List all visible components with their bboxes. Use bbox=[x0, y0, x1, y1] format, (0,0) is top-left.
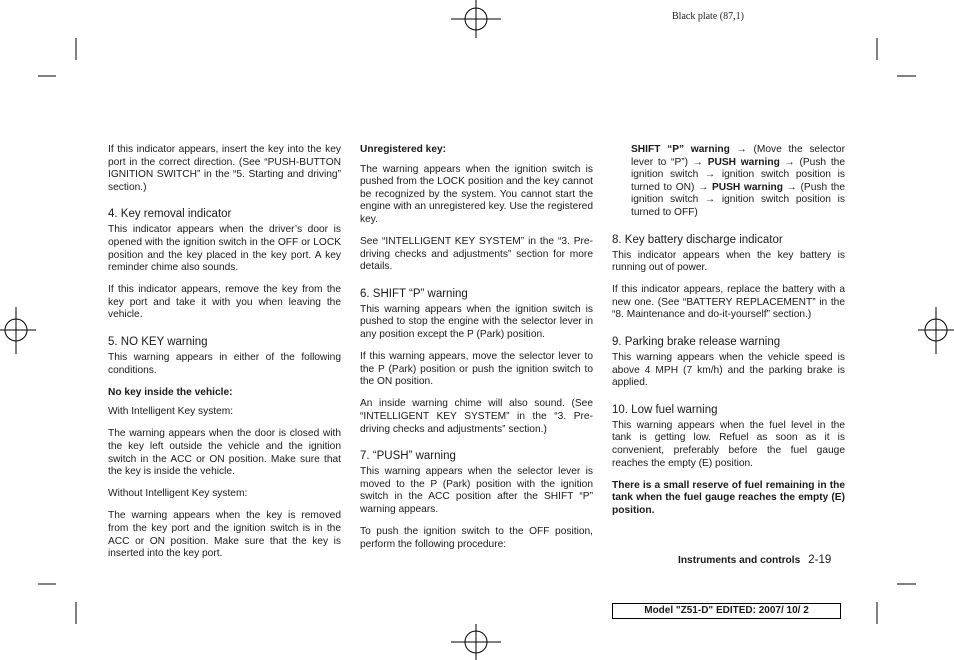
procedure-sequence bbox=[612, 144, 845, 220]
heading-no-key: 5. NO KEY warning bbox=[108, 336, 208, 349]
paragraph: This indicator appears when the key battery is running out of power. bbox=[612, 249, 845, 274]
heading-key-removal: 4. Key removal indicator bbox=[108, 208, 232, 221]
seq-step: → (Push the ignition switch → ignition switch position is turned to ON) → bbox=[631, 156, 845, 193]
paragraph: To push the ignition switch to the OFF position, perform the following procedure: bbox=[360, 526, 593, 550]
page-footer bbox=[678, 554, 831, 566]
seq-push-warning: PUSH warning bbox=[711, 181, 783, 193]
heading-low-fuel: 10. Low fuel warning bbox=[612, 403, 718, 416]
paragraph: This warning appears when the ignition switch is pushed to stop the engine with the selector lever in any position except the P (Park) position. bbox=[360, 303, 593, 341]
paragraph: If this indicator appears, replace the battery with a new one. (See “BATTERY REPLACEMENT” in the “8. Maintenance and do-it-yourself” section.) bbox=[612, 284, 845, 321]
paragraph: With Intelligent Key system: bbox=[108, 406, 234, 418]
model-edit-box: Model "Z51-D" EDITED: 2007/ 10/ 2 bbox=[612, 603, 841, 619]
section-name: Instruments and controls bbox=[678, 555, 801, 566]
paragraph: The warning appears when the door is closed with the key left outside the vehicle and the ignition switch in the ACC or ON position. Make sure that the key is inside the vehicle. bbox=[108, 428, 341, 478]
paragraph: See “INTELLIGENT KEY SYSTEM” in the “3. Pre-driving checks and adjustments” section for more details. bbox=[360, 236, 593, 273]
paragraph: This warning appears when the fuel level in the tank is getting low. Refuel as soon as it is convenient, preferably before the fuel gauge reaches the empty (E) position. bbox=[612, 419, 845, 469]
paragraph: The warning appears when the key is removed from the key port and the ignition switch is in the ACC or ON position. Make sure that the key is inserted into the key port. bbox=[108, 510, 341, 560]
column-3 bbox=[612, 144, 845, 527]
seq-push-warning: PUSH warning bbox=[707, 156, 780, 168]
heading-parking-brake: 9. Parking brake release warning bbox=[612, 336, 781, 349]
paragraph: An inside warning chime will also sound. (See “INTELLIGENT KEY SYSTEM” in the “3. Pre-driving checks and adjustments” section.) bbox=[360, 398, 593, 435]
column-1 bbox=[108, 144, 341, 570]
paragraph: This warning appears when the vehicle speed is above 4 MPH (7 km/h) and the parking brake is applied. bbox=[612, 352, 845, 389]
paragraph: This warning appears when the selector lever is moved to the P (Park) position with the ignition switch in the ACC position after the SHIFT “P” warning appears. bbox=[360, 466, 593, 515]
heading-shift-p: 6. SHIFT “P” warning bbox=[360, 287, 468, 300]
heading-key-battery: 8. Key battery discharge indicator bbox=[612, 233, 783, 246]
seq-step: → (Push the ignition switch → ignition switch position is turned to OFF) bbox=[631, 181, 845, 218]
paragraph: If this indicator appears, insert the key into the key port in the correct direction. (See “PUSH-BUTTON IGNITION SWITCH” in the “5. Starting and driving” section.) bbox=[108, 144, 341, 193]
paragraph: If this indicator appears, remove the key from the key port and take it with you when leaving the vehicle. bbox=[108, 284, 341, 321]
paragraph-bold: There is a small reserve of fuel remaining in the tank when the fuel gauge reaches the empty (E) position. bbox=[612, 479, 845, 516]
subheading-unregistered-key: Unregistered key: bbox=[360, 144, 447, 155]
column-2 bbox=[360, 144, 593, 561]
paragraph: Without Intelligent Key system: bbox=[108, 488, 248, 500]
paragraph: The warning appears when the ignition switch is pushed from the LOCK position and the key cannot be recognized by the system. You cannot start the engine with an unregistered key. Use the registered key. bbox=[360, 163, 593, 225]
subheading-no-key-inside: No key inside the vehicle: bbox=[108, 386, 233, 398]
seq-shift-warning: SHIFT “P” warning bbox=[631, 144, 730, 155]
paragraph: This warning appears in either of the following conditions. bbox=[108, 352, 341, 376]
heading-push: 7. “PUSH” warning bbox=[360, 450, 456, 463]
seq-step: → (Move the selector lever to “P”) → bbox=[631, 144, 845, 168]
page-number: 2-19 bbox=[808, 554, 832, 566]
paragraph: If this warning appears, move the selector lever to the P (Park) position or push the ignition switch to the ON position. bbox=[360, 351, 593, 388]
plate-label: Black plate (87,1) bbox=[672, 11, 744, 22]
paragraph: This indicator appears when the driver’s door is opened with the ignition switch in the OFF or LOCK position and the key placed in the key port. A key reminder chime also sounds. bbox=[108, 224, 341, 274]
